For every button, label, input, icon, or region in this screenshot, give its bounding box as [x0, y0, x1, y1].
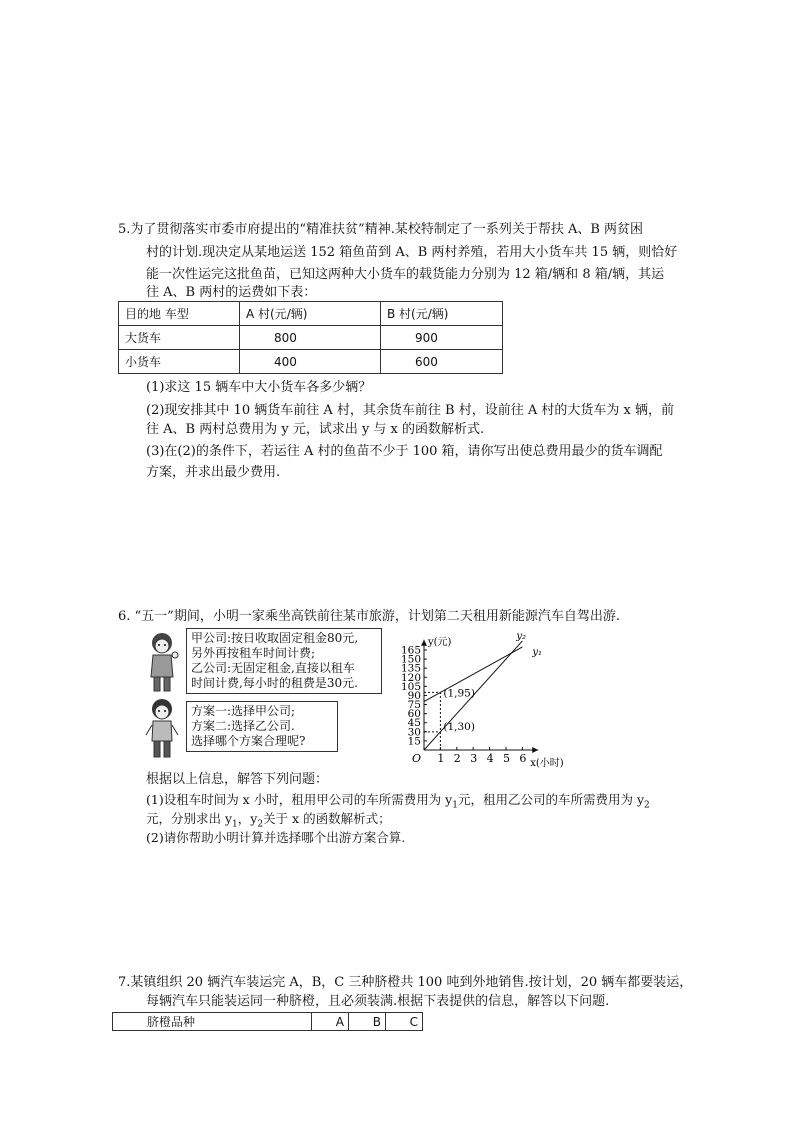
q5-line-1: 5.为了贯彻落实市委市府提出的“精准扶贫”精神.某校特制定了一系列关于帮扶 A、B 两贫困 — [118, 222, 644, 237]
text-span: ，y — [237, 811, 258, 826]
table-header-cell: B 村(元/辆) — [381, 302, 503, 326]
table-cell: 800 — [240, 326, 381, 350]
point-annotation: (1,30) — [443, 720, 475, 733]
q7-orange-table — [112, 1012, 423, 1031]
point-annotation: (1,95) — [443, 687, 475, 700]
x-tick-label: 2 — [453, 752, 461, 765]
series-label: y₂ — [516, 630, 527, 642]
y-tick-label: 30 — [407, 726, 421, 739]
q7-line-2: 每辆汽车只能装运同一种脐橙，且必须装满.根据下表提供的信息，解答以下问题. — [146, 994, 610, 1009]
subscript: 2 — [257, 819, 264, 830]
y-tick-label: 120 — [400, 671, 421, 684]
y-tick-label: 150 — [400, 653, 421, 666]
series-label: y₁ — [532, 646, 543, 658]
table-row — [119, 350, 503, 374]
table-cell: 小货车 — [119, 350, 240, 374]
table-cell: 400 — [240, 350, 381, 374]
subscript: 1 — [232, 819, 238, 830]
x-tick-label: 4 — [486, 752, 494, 765]
bubble-line: 乙公司:无固定租金,直接以租车 — [191, 661, 355, 675]
table-cell: 600 — [381, 350, 503, 374]
q6-line-1: 6. “五一”期间，小明一家乘坐高铁前往某市旅游，计划第二天租用新能源汽车自驾出游. — [118, 609, 620, 624]
y-tick-label: 105 — [400, 680, 421, 693]
table-row — [119, 326, 503, 350]
rental-cost-chart — [380, 624, 564, 774]
x-axis-arrow-icon — [532, 747, 538, 753]
q5-line-4: 往 A、B 两村的运费如下表： — [146, 285, 317, 300]
table-cell: C — [386, 1013, 423, 1031]
table-header-row — [119, 302, 503, 326]
y-tick-label: 15 — [407, 735, 421, 748]
subscript: 1 — [452, 800, 458, 811]
y-tick-label: 60 — [407, 708, 421, 721]
text-span: 关于 x 的函数解析式； — [263, 811, 391, 826]
y-axis-label: y(元) — [428, 636, 452, 648]
table-cell: B — [349, 1013, 386, 1031]
text-span: 元，租用乙公司的车所需费用为 y — [457, 792, 645, 807]
table-cell: 脐橙品种 — [113, 1013, 312, 1031]
x-tick-label: 6 — [519, 752, 527, 765]
y-tick-label: 75 — [407, 699, 421, 712]
table-header-cell: 目的地 车型 — [119, 302, 240, 326]
y-tick-label: 90 — [407, 689, 421, 702]
x-tick-label: 1 — [437, 752, 445, 765]
q5-line-3: 能一次性运完这批鱼苗，已知这两种大小货车的载货能力分别为 12 箱/辆和 8 箱/辆，其运 — [146, 267, 665, 282]
x-axis-label: x(小时) — [530, 758, 564, 769]
subscript: 2 — [644, 800, 650, 811]
origin-label: O — [412, 752, 422, 765]
q5-line-2: 村的计划.现决定从某地运送 152 箱鱼苗到 A、B 两村养殖，若用大小货车共 15 辆，则恰好 — [146, 245, 678, 260]
bubble-line: 甲公司:按日收取固定租金80元, — [191, 631, 359, 645]
bubble-line: 时间计费,每小时的租费是30元. — [191, 676, 358, 690]
table-row — [113, 1013, 423, 1031]
bubble-line: 方案二:选择乙公司. — [191, 719, 295, 733]
plan-question-bubble — [186, 701, 338, 752]
q7-line-1: 7.某镇组织 20 辆汽车装运完 A，B，C 三种脐橙共 100 吨到外地销售.按计划，20 辆车都要装运， — [118, 975, 693, 990]
bubble-line: 方案一:选择甲公司; — [191, 704, 296, 718]
y-tick-label: 135 — [400, 662, 421, 675]
q6-intro: 根据以上信息，解答下列问题： — [146, 772, 329, 787]
bubble-line: 选择哪个方案合理呢? — [191, 734, 306, 748]
q5-part-3a: (3)在(2)的条件下，若运往 A 村的鱼苗不少于 100 箱，请你写出使总费用最少的货车调配 — [146, 444, 663, 459]
x-tick-label: 5 — [503, 752, 510, 765]
text-span: (1)设租车时间为 x 小时，租用甲公司的车所需费用为 y — [146, 792, 453, 807]
table-cell: 大货车 — [119, 326, 240, 350]
y-axis-arrow-icon — [421, 640, 427, 646]
table-cell: A — [312, 1013, 349, 1031]
company-info-bubble — [186, 628, 382, 694]
boy-figure-icon — [142, 697, 182, 763]
y-tick-label: 45 — [407, 717, 421, 730]
y-tick-label: 165 — [400, 644, 421, 657]
q6-part-2: (2)请你帮助小明计算并选择哪个出游方案合算. — [146, 830, 406, 845]
q5-freight-table — [118, 301, 503, 374]
q5-part-1: (1)求这 15 辆车中大小货车各多少辆？ — [146, 380, 372, 395]
table-cell: 900 — [381, 326, 503, 350]
q5-part-2a: (2)现安排其中 10 辆货车前往 A 村，其余货车前往 B 村，设前往 A 村的大货车为 x 辆，前 — [146, 403, 674, 418]
chart-axes — [421, 640, 538, 753]
chart-ticks — [401, 645, 526, 766]
x-tick-label: 3 — [470, 752, 478, 765]
girl-figure-icon — [142, 631, 182, 695]
table-header-cell: A 村(元/辆) — [240, 302, 381, 326]
q5-part-2b: 往 A、B 两村总费用为 y 元，试求出 y 与 x 的函数解析式. — [146, 422, 485, 437]
chart-labels — [412, 631, 564, 769]
q5-part-3b: 方案，并求出最少费用. — [146, 465, 281, 480]
text-span: 元，分别求出 y — [146, 811, 233, 826]
bubble-line: 另外再按租车时间计费; — [191, 646, 316, 660]
